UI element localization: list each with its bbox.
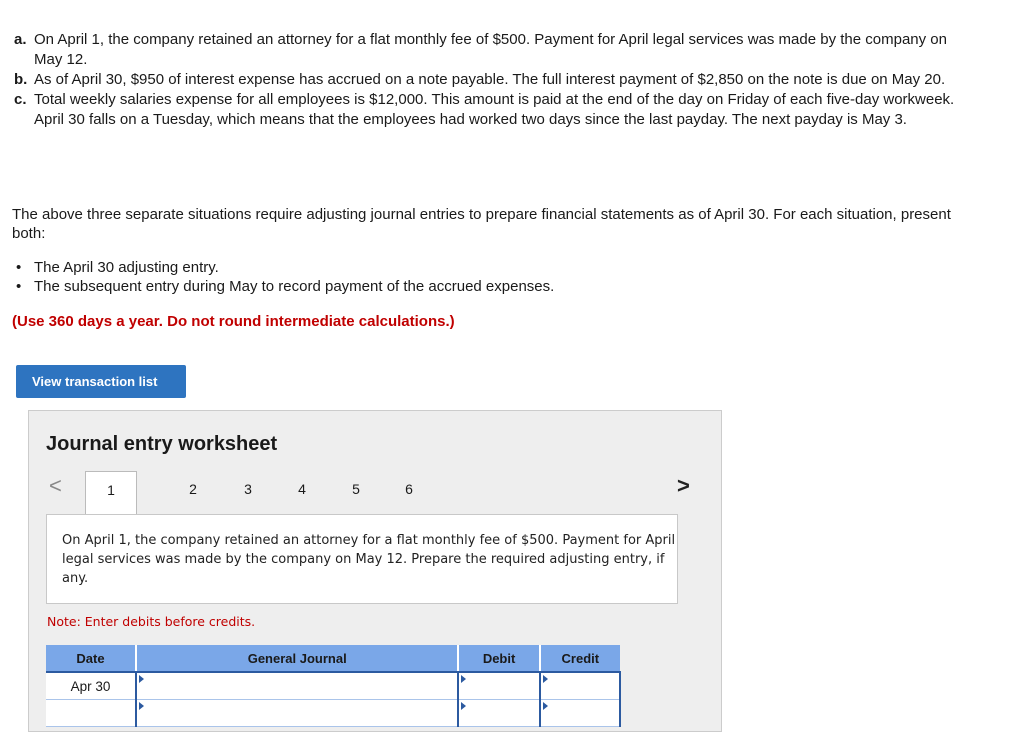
- account-cell[interactable]: [136, 672, 458, 700]
- situation-text: On April 1, the company retained an attorney for a flat monthly fee of $500. Payment for April legal services was made by the company on May 12.: [34, 31, 947, 68]
- table-header-row: [46, 645, 620, 672]
- list-item-text: The April 30 adjusting entry.: [34, 259, 219, 276]
- bullet-icon: •: [16, 278, 22, 295]
- situation-c: [14, 90, 974, 130]
- bullet-icon: •: [16, 259, 22, 276]
- account-cell[interactable]: [136, 700, 458, 727]
- list-item-text: The subsequent entry during May to record payment of the accrued expenses.: [34, 278, 555, 295]
- requirements-list: [14, 258, 554, 296]
- column-header-general-journal: General Journal: [136, 645, 458, 672]
- chevron-left-icon[interactable]: <: [49, 473, 62, 498]
- tab-6[interactable]: 6: [405, 481, 413, 497]
- dropdown-marker-icon: [461, 675, 466, 683]
- instruction-text: (Use 360 days a year. Do not round intermediate calculations.): [12, 313, 455, 330]
- debit-cell[interactable]: [458, 700, 539, 727]
- worksheet-note: Note: Enter debits before credits.: [47, 614, 256, 629]
- dropdown-marker-icon: [543, 675, 548, 683]
- situation-letter: a.: [14, 31, 27, 48]
- debit-cell[interactable]: [458, 672, 539, 700]
- column-header-credit: Credit: [540, 645, 620, 672]
- situation-a: [14, 30, 974, 70]
- tab-3[interactable]: 3: [244, 481, 252, 497]
- situation-text: As of April 30, $950 of interest expense has accrued on a note payable. The full interest payment of $2,850 on the note is due on May 20.: [34, 71, 946, 88]
- list-item: [14, 258, 554, 277]
- view-transaction-list-button[interactable]: View transaction list: [16, 365, 186, 398]
- worksheet-title: Journal entry worksheet: [46, 433, 278, 455]
- chevron-right-icon[interactable]: >: [677, 473, 690, 498]
- tab-2[interactable]: 2: [189, 481, 197, 497]
- table-row: [46, 700, 620, 727]
- dropdown-marker-icon: [543, 702, 548, 710]
- tab-5[interactable]: 5: [352, 481, 360, 497]
- tab-4[interactable]: 4: [298, 481, 306, 497]
- list-item: [14, 277, 554, 296]
- tab-1[interactable]: 1: [85, 471, 137, 515]
- date-cell: [46, 700, 136, 727]
- credit-cell[interactable]: [540, 700, 620, 727]
- table-row: [46, 672, 620, 700]
- dropdown-marker-icon: [139, 702, 144, 710]
- journal-entry-worksheet: [28, 410, 722, 732]
- situation-b: [14, 70, 974, 90]
- intro-text: The above three separate situations require adjusting journal entries to prepare financial statements as of April 30. For each situation, present both:: [12, 206, 951, 242]
- situation-letter: c.: [14, 91, 27, 108]
- worksheet-prompt: On April 1, the company retained an attorney for a flat monthly fee of $500. Payment for April legal services was made by the company on May 12. Prepare the required adjusting entry, if any.: [46, 514, 678, 604]
- column-header-debit: Debit: [458, 645, 539, 672]
- situation-text: Total weekly salaries expense for all employees is $12,000. This amount is paid at the end of the day on Friday of each five-day workweek. April 30 falls on a Tuesday, which means that the employees had worked two days since the last payday. The next payday is May 3.: [34, 91, 955, 128]
- situations-list: [14, 30, 974, 130]
- journal-table: [46, 645, 621, 727]
- column-header-date: Date: [46, 645, 136, 672]
- dropdown-marker-icon: [139, 675, 144, 683]
- dropdown-marker-icon: [461, 702, 466, 710]
- situation-letter: b.: [14, 71, 28, 88]
- date-cell: Apr 30: [46, 672, 136, 700]
- credit-cell[interactable]: [540, 672, 620, 700]
